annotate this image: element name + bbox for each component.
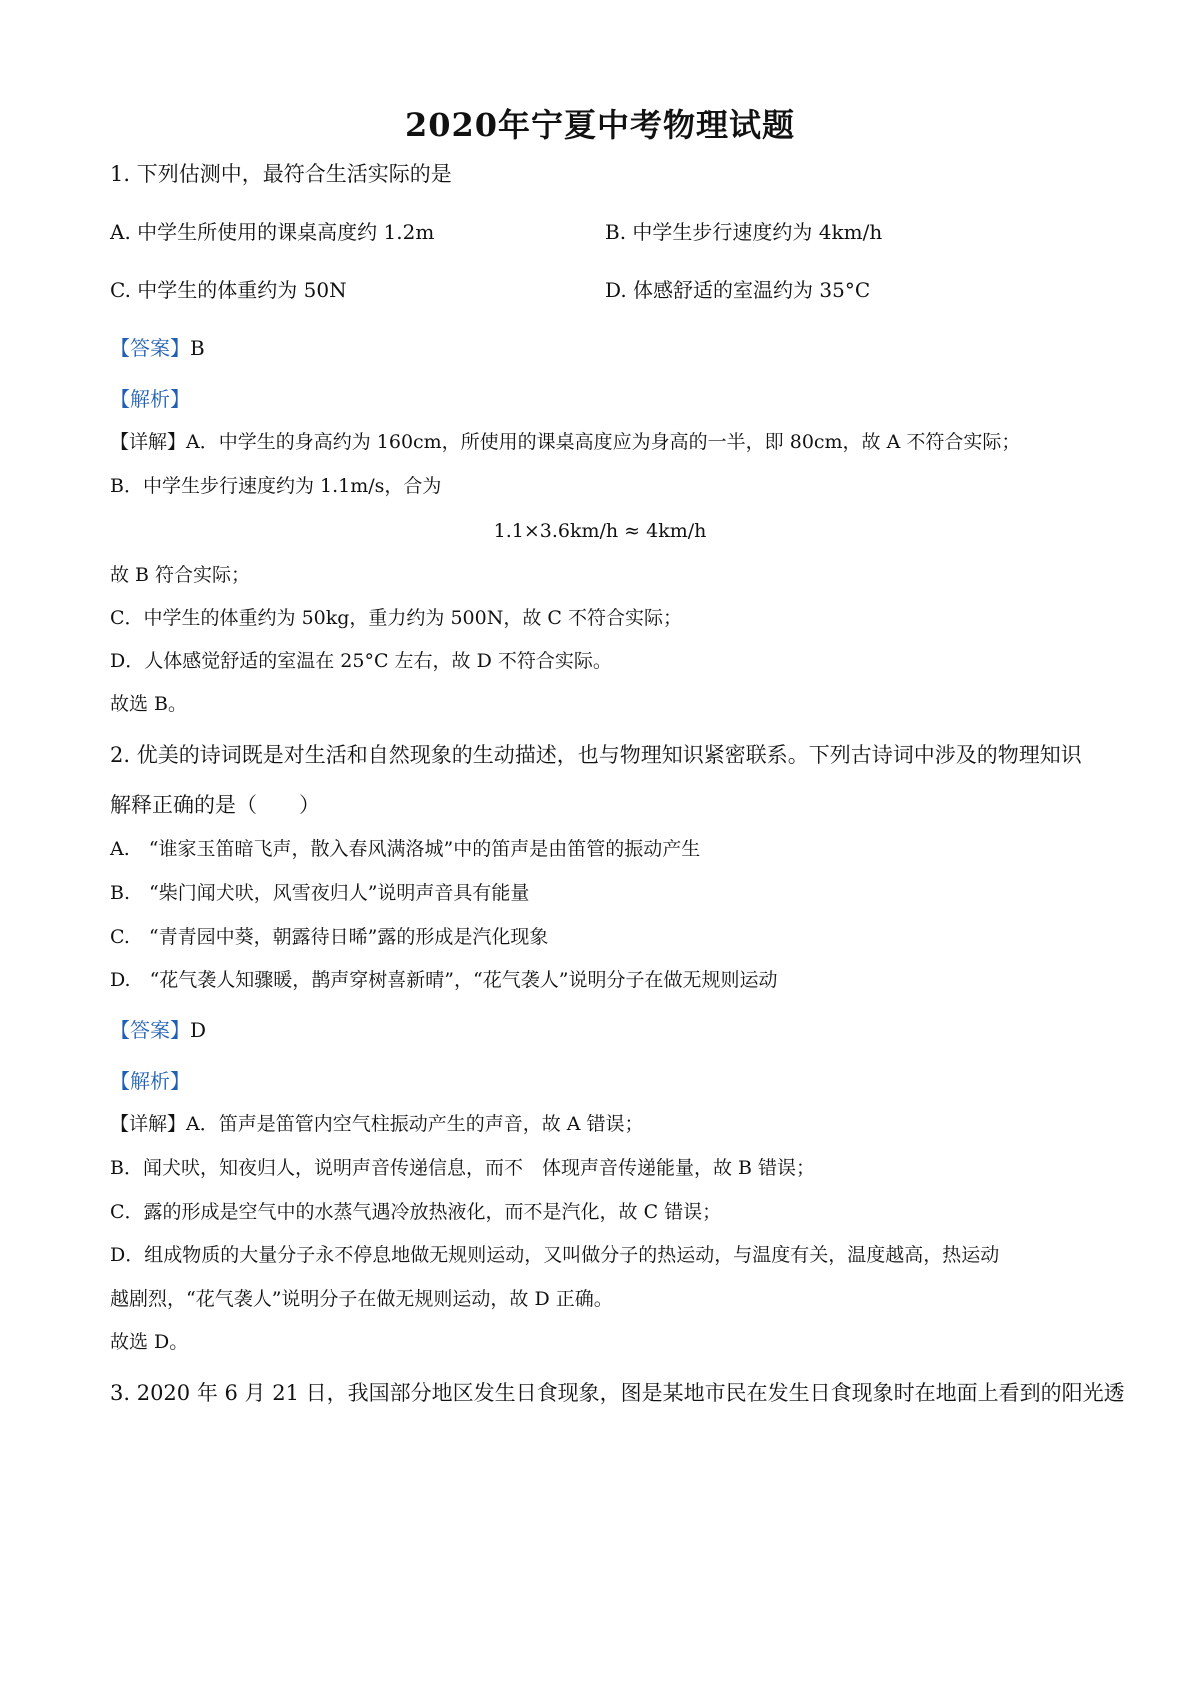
q1-answer <box>110 334 205 362</box>
q2-option-d: D. “花气袭人知骤暖，鹊声穿树喜新晴”，“花气袭人”说明分子在做无规则运动 <box>110 969 778 991</box>
q2-detail-line: D．组成物质的大量分子永不停息地做无规则运动，又叫做分子的热运动，与温度有关，温度越高，热运动 <box>110 1244 1000 1266</box>
q1-detail-line: C．中学生的体重约为 50kg，重力约为 500N，故 C 不符合实际； <box>110 607 682 629</box>
q2-option-c: C. “青青园中葵，朝露待日晞”露的形成是汽化现象 <box>110 926 549 948</box>
q2-answer <box>110 1016 206 1044</box>
q2-conclusion: 故选 D。 <box>110 1331 189 1353</box>
q2-detail-line: C．露的形成是空气中的水蒸气遇冷放热液化，而不是汽化，故 C 错误； <box>110 1201 722 1223</box>
q1-option-d: D. 体感舒适的室温约为 35°C <box>605 278 871 302</box>
q1-detail-line: B．中学生步行速度约为 1.1m/s，合为 <box>110 475 442 497</box>
q2-option-b: B. “柴门闻犬吠，风雪夜归人”说明声音具有能量 <box>110 882 530 904</box>
q3-stem-line1: 3. 2020 年 6 月 21 日，我国部分地区发生日食现象，图是某地市民在发生日食现象时在地面上看到的阳光透 <box>110 1381 1125 1405</box>
q1-stem: 1. 下列估测中，最符合生活实际的是 <box>110 162 452 186</box>
q2-answer-tag: 【答案】 <box>110 1018 190 1042</box>
q2-analysis-tag: 【解析】 <box>110 1069 190 1093</box>
q2-detail-line: B．闻犬吠，知夜归人，说明声音传递信息，而不 体现声音传递能量，故 B 错误； <box>110 1157 816 1179</box>
q2-answer-value: D <box>190 1018 207 1042</box>
q1-answer-tag: 【答案】 <box>110 336 190 360</box>
q1-option-a: A. 中学生所使用的课桌高度约 1.2m <box>110 220 435 244</box>
q1-detail-line: 故 B 符合实际； <box>110 564 251 586</box>
q1-analysis-tag: 【解析】 <box>110 387 190 411</box>
q1-formula: 1.1×3.6km/h ≈ 4km/h <box>493 520 707 542</box>
q1-detail-line: 【详解】A．中学生的身高约为 160cm，所使用的课桌高度应为身高的一半，即 80cm，故 A 不符合实际； <box>110 431 1021 453</box>
q1-detail-line: D．人体感觉舒适的室温在 25°C 左右，故 D 不符合实际。 <box>110 650 612 672</box>
q2-detail-line: 【详解】A．笛声是笛管内空气柱振动产生的声音，故 A 错误； <box>110 1113 644 1135</box>
page-title: 2020年宁夏中考物理试题 <box>404 106 796 144</box>
q1-option-b: B. 中学生步行速度约为 4km/h <box>605 220 883 244</box>
q2-option-a: A. “谁家玉笛暗飞声，散入春风满洛城”中的笛声是由笛管的振动产生 <box>110 838 701 860</box>
q2-stem-line1: 2. 优美的诗词既是对生活和自然现象的生动描述，也与物理知识紧密联系。下列古诗词中涉及的物理知识 <box>110 743 1082 767</box>
q2-detail-line: 越剧烈，“花气袭人”说明分子在做无规则运动，故 D 正确。 <box>110 1288 613 1310</box>
q1-option-c: C. 中学生的体重约为 50N <box>110 278 347 302</box>
q1-answer-value: B <box>190 336 205 360</box>
q2-stem-line2: 解释正确的是（ ） <box>110 793 320 817</box>
q1-conclusion: 故选 B。 <box>110 693 188 715</box>
